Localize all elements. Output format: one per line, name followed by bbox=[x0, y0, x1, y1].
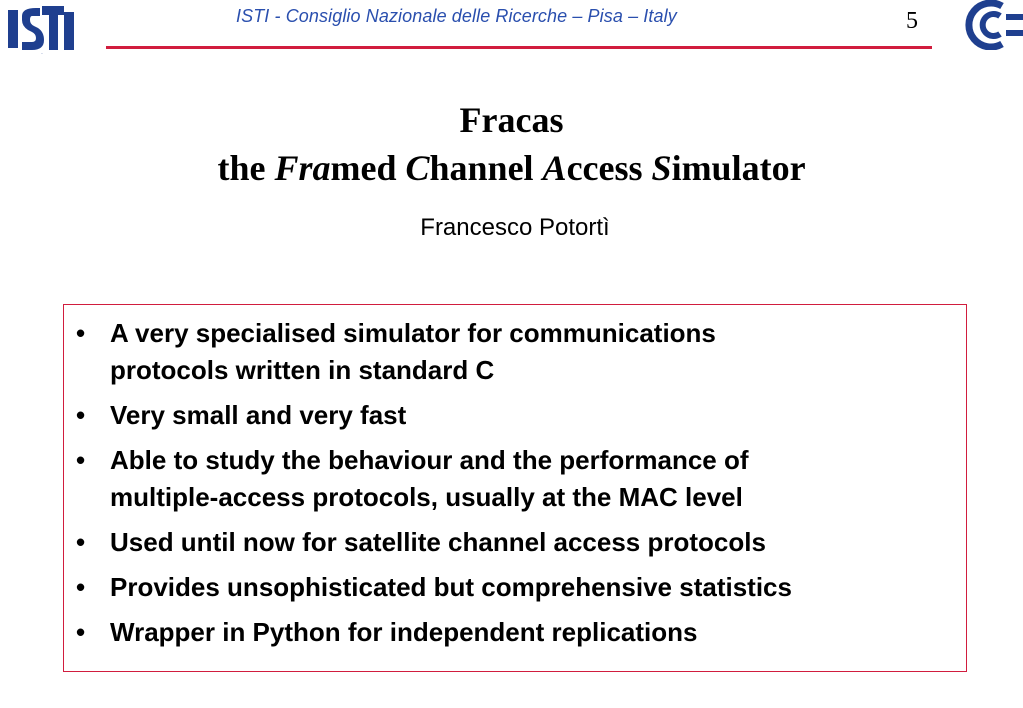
bullet-marker: • bbox=[76, 400, 86, 430]
page-number: 5 bbox=[906, 8, 918, 34]
bullet-marker: • bbox=[76, 445, 86, 475]
bullet-marker: • bbox=[76, 572, 86, 602]
bullet-text-line: multiple-access protocols, usually at the MAC level bbox=[110, 482, 743, 512]
title-italic-part: C bbox=[405, 148, 430, 188]
bullet-marker: • bbox=[76, 617, 86, 647]
bullet-item bbox=[76, 614, 956, 651]
bullet-item bbox=[76, 315, 956, 389]
cnr-logo bbox=[962, 0, 1023, 50]
bullet-box bbox=[63, 304, 967, 672]
institute-header: ISTI - Consiglio Nazionale delle Ricerche – Pisa – Italy bbox=[236, 6, 677, 26]
bullet-text-line: protocols written in standard C bbox=[110, 355, 495, 385]
title-italic-part: S bbox=[651, 148, 672, 188]
bullet-text-line: Wrapper in Python for independent replications bbox=[110, 617, 698, 647]
title-part: med bbox=[330, 148, 406, 188]
title-part: ccess bbox=[566, 148, 652, 188]
bullet-text-line: A very specialised simulator for communications bbox=[110, 318, 716, 348]
bullet-text-line: Able to study the behaviour and the performance of bbox=[110, 445, 749, 475]
bullet-marker: • bbox=[76, 527, 86, 557]
title-part: the bbox=[217, 148, 275, 188]
title-italic-part: A bbox=[542, 148, 567, 188]
isti-logo bbox=[6, 2, 78, 56]
bullet-list bbox=[76, 315, 956, 659]
logo-left-text: ISTI bbox=[41, 54, 43, 55]
title-part: imulator bbox=[671, 148, 806, 188]
bullet-text-line: Provides unsophisticated but comprehensive statistics bbox=[110, 572, 792, 602]
title-line-2 bbox=[0, 144, 1023, 192]
slide-title bbox=[0, 96, 1023, 192]
bullet-marker: • bbox=[76, 318, 86, 348]
title-italic-part: Fra bbox=[274, 148, 331, 188]
bullet-item bbox=[76, 397, 956, 434]
bullet-item bbox=[76, 569, 956, 606]
title-line-1: Fracas bbox=[459, 100, 564, 140]
title-part: hannel bbox=[429, 148, 543, 188]
header-divider bbox=[106, 46, 932, 49]
bullet-text-line: Very small and very fast bbox=[110, 400, 407, 430]
bullet-item bbox=[76, 442, 956, 516]
author-name: Francesco Potortì bbox=[420, 214, 610, 241]
bullet-item bbox=[76, 524, 956, 561]
bullet-text-line: Used until now for satellite channel access protocols bbox=[110, 527, 766, 557]
